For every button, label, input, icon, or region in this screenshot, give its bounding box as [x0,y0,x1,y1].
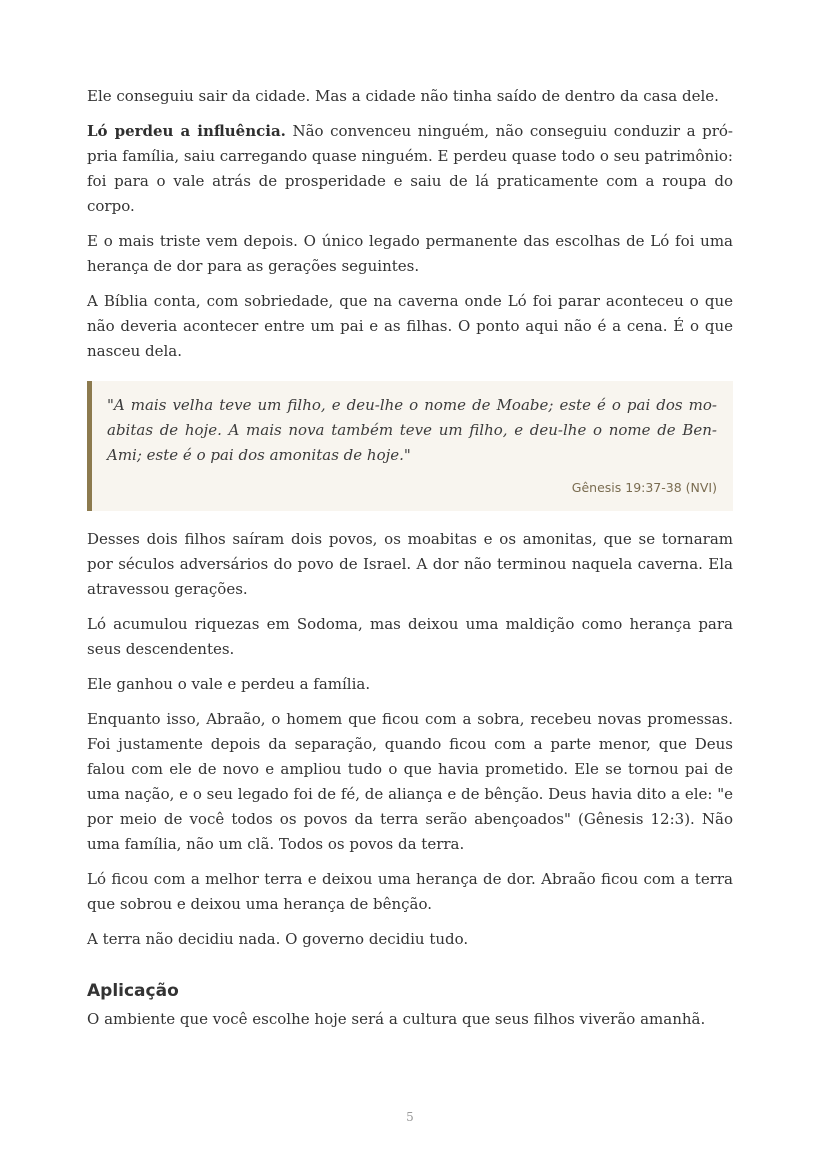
influence-lead: Ló perdeu a influência. [87,122,286,140]
paragraph-riches: Ló acumulou riquezas em Sodoma, mas deixou uma maldição como herança para seus descendentes. [87,615,733,658]
quote-text: "A mais velha teve um filho, e deu-lhe o nome de Moabe; este é o pai dos moabitas de hoje. A mais nova também teve um filho, e deu-lhe o nome de Ben-Ami; este é o pai dos amonitas de hoje." [107,396,717,464]
paragraph-influence [87,119,733,219]
paragraph-valley: Ele ganhou o vale e perdeu a família. [87,675,371,693]
page-number: 5 [406,1110,414,1124]
paragraph-contrast: Ló ficou com a melhor terra e deixou uma herança de dor. Abraão ficou com a terra que sobrou e deixou uma herança de bênção. [87,870,733,913]
page-content [87,84,733,1042]
paragraph-cave: A Bíblia conta, com sobriedade, que na caverna onde Ló foi parar aconteceu o que não deveria acontecer entre um pai e as filhas. O ponto aqui não é a cena. É o que nasceu dela. [87,292,733,360]
paragraph-city: Ele conseguiu sair da cidade. Mas a cidade não tinha saído de dentro da casa dele. [87,87,719,105]
application-text: O ambiente que você escolhe hoje será a cultura que seus filhos viverão amanhã. [87,1010,706,1028]
influence-text: Não convenceu ninguém, não conseguiu conduzir a própria família, saiu carregando quase ninguém. E perdeu quase todo o seu patrimônio: foi para o vale atrás de prosperidade e saiu de lá praticamente com a roupa do corpo. [87,122,733,215]
paragraph-abraham: Enquanto isso, Abraão, o homem que ficou com a sobra, recebeu novas promessas. Foi justamente depois da separação, quando ficou com a parte menor, que Deus falou com ele de novo e ampliou tudo o que havia prometido. Ele se tornou pai de uma nação, e o seu legado foi de fé, de aliança e de bênção. Deus havia dito a ele: "e por meio de você todos os povos da terra serão abençoados" (Gênesis 12:3). Não uma família, não um clã. Todos os povos da terra. [87,710,733,853]
quote-reference: Gênesis 19:37-38 (NVI) [571,480,717,495]
paragraph-conclusion: A terra não decidiu nada. O governo decidiu tudo. [87,930,469,948]
scripture-quote [87,381,733,511]
paragraph-legacy: E o mais triste vem depois. O único legado permanente das escolhas de Ló foi uma herança de dor para as gerações seguintes. [87,232,733,275]
application-heading: Aplicação [87,981,179,1001]
paragraph-peoples: Desses dois filhos saíram dois povos, os moabitas e os amonitas, que se tornaram por séculos adversários do povo de Israel. A dor não terminou naquela caverna. Ela atravessou gerações. [87,530,733,598]
